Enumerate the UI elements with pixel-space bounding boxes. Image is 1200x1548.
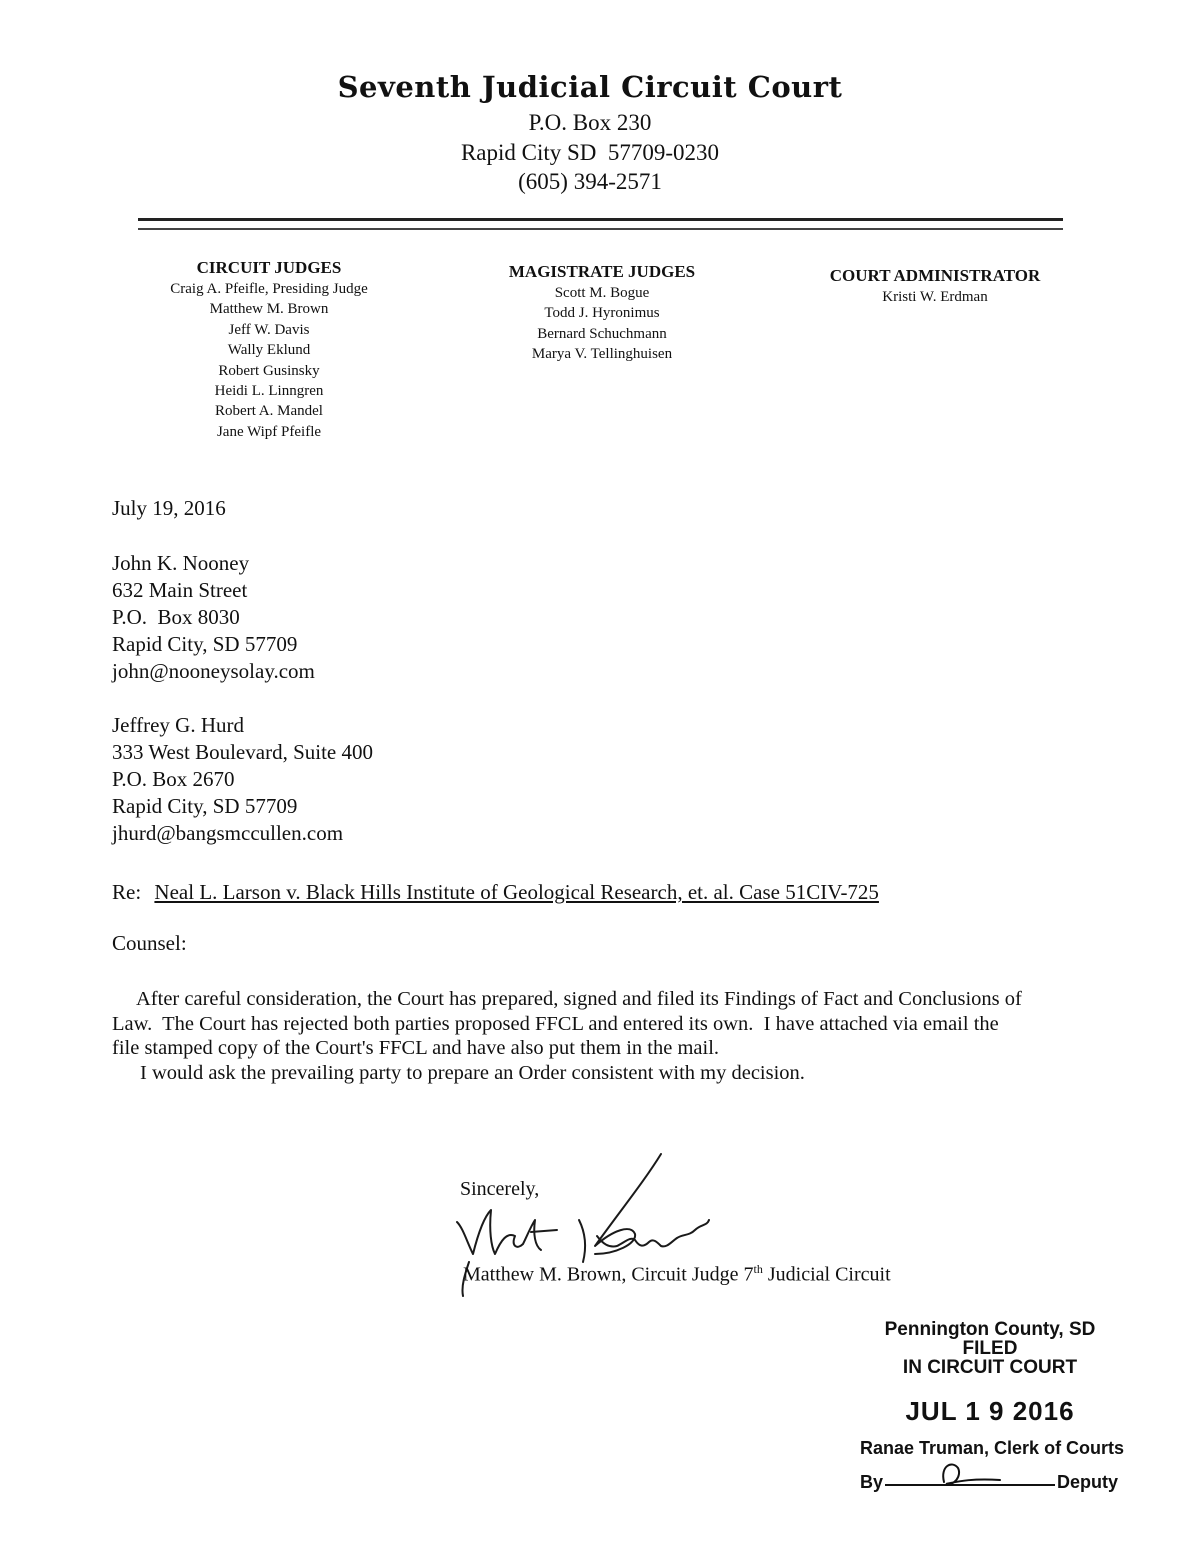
magistrate-judges-column bbox=[472, 261, 732, 365]
court-po-box: P.O. Box 230 bbox=[528, 110, 652, 135]
body-paragraph: After careful consideration, the Court has prepared, signed and filed its Findings of Fact and Conclusions of Law. The Court has rejected both parties proposed FFCL and entered its own. I have attached via email the file stamped copy of the Court's FFCL and have also put them in the mail. bbox=[112, 988, 1027, 1059]
magistrate-judges-heading: MAGISTRATE JUDGES bbox=[508, 262, 696, 281]
court-administrator-name: Kristi W. Erdman bbox=[882, 289, 988, 305]
recipient-address bbox=[112, 712, 373, 847]
letter-date: July 19, 2016 bbox=[112, 496, 226, 520]
re-line bbox=[112, 880, 879, 905]
signatory-name: Matthew M. Brown, Circuit Judge 7 bbox=[463, 1263, 754, 1286]
circuit-judges-column bbox=[139, 257, 399, 442]
recipient-city: Rapid City, SD 57709 bbox=[112, 794, 298, 818]
circuit-judges-heading: CIRCUIT JUDGES bbox=[196, 258, 342, 277]
court-administrator-column bbox=[800, 265, 1070, 307]
magistrate-judge: Marya V. Tellinghuisen bbox=[531, 346, 673, 363]
deputy-initials-graphic bbox=[930, 1458, 1010, 1494]
stamp-deputy-label: Deputy bbox=[1057, 1472, 1119, 1492]
recipient-name: John K. Nooney bbox=[112, 551, 250, 575]
signatory-superscript: th bbox=[753, 1262, 763, 1276]
circuit-judge: Matthew M. Brown bbox=[209, 301, 329, 318]
recipient-street: 333 West Boulevard, Suite 400 bbox=[112, 740, 373, 764]
re-case: Neal L. Larson v. Black Hills Institute of Geological Research, et. al. Case 51CIV-725 bbox=[154, 880, 879, 904]
filing-stamp bbox=[860, 1320, 1120, 1377]
stamp-county: Pennington County, SD bbox=[884, 1319, 1096, 1340]
circuit-judge: Robert A. Mandel bbox=[215, 403, 323, 420]
circuit-judge: Heidi L. Linngren bbox=[214, 383, 324, 400]
recipient-name: Jeffrey G. Hurd bbox=[112, 713, 244, 737]
letter-body bbox=[112, 987, 1027, 1085]
circuit-judge: Craig A. Pfeifle, Presiding Judge bbox=[170, 281, 368, 297]
signatory-line bbox=[463, 1262, 891, 1287]
stamp-court: IN CIRCUIT COURT bbox=[902, 1357, 1078, 1378]
recipient-po-box: P.O. Box 8030 bbox=[112, 605, 240, 629]
court-name: Seventh Judicial Circuit Court bbox=[337, 70, 843, 104]
stamp-date: JUL 1 9 2016 bbox=[905, 1396, 1075, 1426]
stamp-clerk: Ranae Truman, Clerk of Courts bbox=[860, 1438, 1125, 1458]
recipient-street: 632 Main Street bbox=[112, 578, 248, 602]
recipient-email: john@nooneysolay.com bbox=[112, 659, 315, 683]
salutation: Counsel: bbox=[112, 931, 187, 955]
letterhead-divider bbox=[138, 218, 1063, 221]
circuit-judge: Robert Gusinsky bbox=[218, 362, 320, 379]
signatory-title: Judicial Circuit bbox=[762, 1263, 891, 1286]
magistrate-judge: Todd J. Hyronimus bbox=[544, 305, 660, 322]
court-phone: (605) 394-2571 bbox=[518, 169, 662, 194]
stamp-filed: FILED bbox=[962, 1338, 1018, 1359]
recipient-address bbox=[112, 550, 315, 685]
stamp-by-label: By bbox=[860, 1472, 884, 1492]
letterhead-divider-thin bbox=[138, 228, 1063, 230]
court-administrator-heading: COURT ADMINISTRATOR bbox=[829, 266, 1041, 285]
magistrate-judge: Bernard Schuchmann bbox=[537, 325, 667, 342]
recipient-email: jhurd@bangsmccullen.com bbox=[112, 821, 344, 845]
circuit-judge: Jeff W. Davis bbox=[228, 321, 310, 338]
recipient-city: Rapid City, SD 57709 bbox=[112, 632, 298, 656]
recipient-po-box: P.O. Box 2670 bbox=[112, 767, 235, 791]
magistrate-judge: Scott M. Bogue bbox=[554, 285, 650, 301]
body-paragraph: I would ask the prevailing party to prepare an Order consistent with my decision. bbox=[140, 1061, 805, 1084]
closing: Sincerely, bbox=[460, 1178, 540, 1200]
circuit-judge: Wally Eklund bbox=[227, 342, 311, 359]
court-city-line: Rapid City SD 57709-0230 bbox=[460, 140, 720, 165]
circuit-judge: Jane Wipf Pfeifle bbox=[216, 423, 322, 440]
re-label: Re: bbox=[112, 880, 142, 904]
